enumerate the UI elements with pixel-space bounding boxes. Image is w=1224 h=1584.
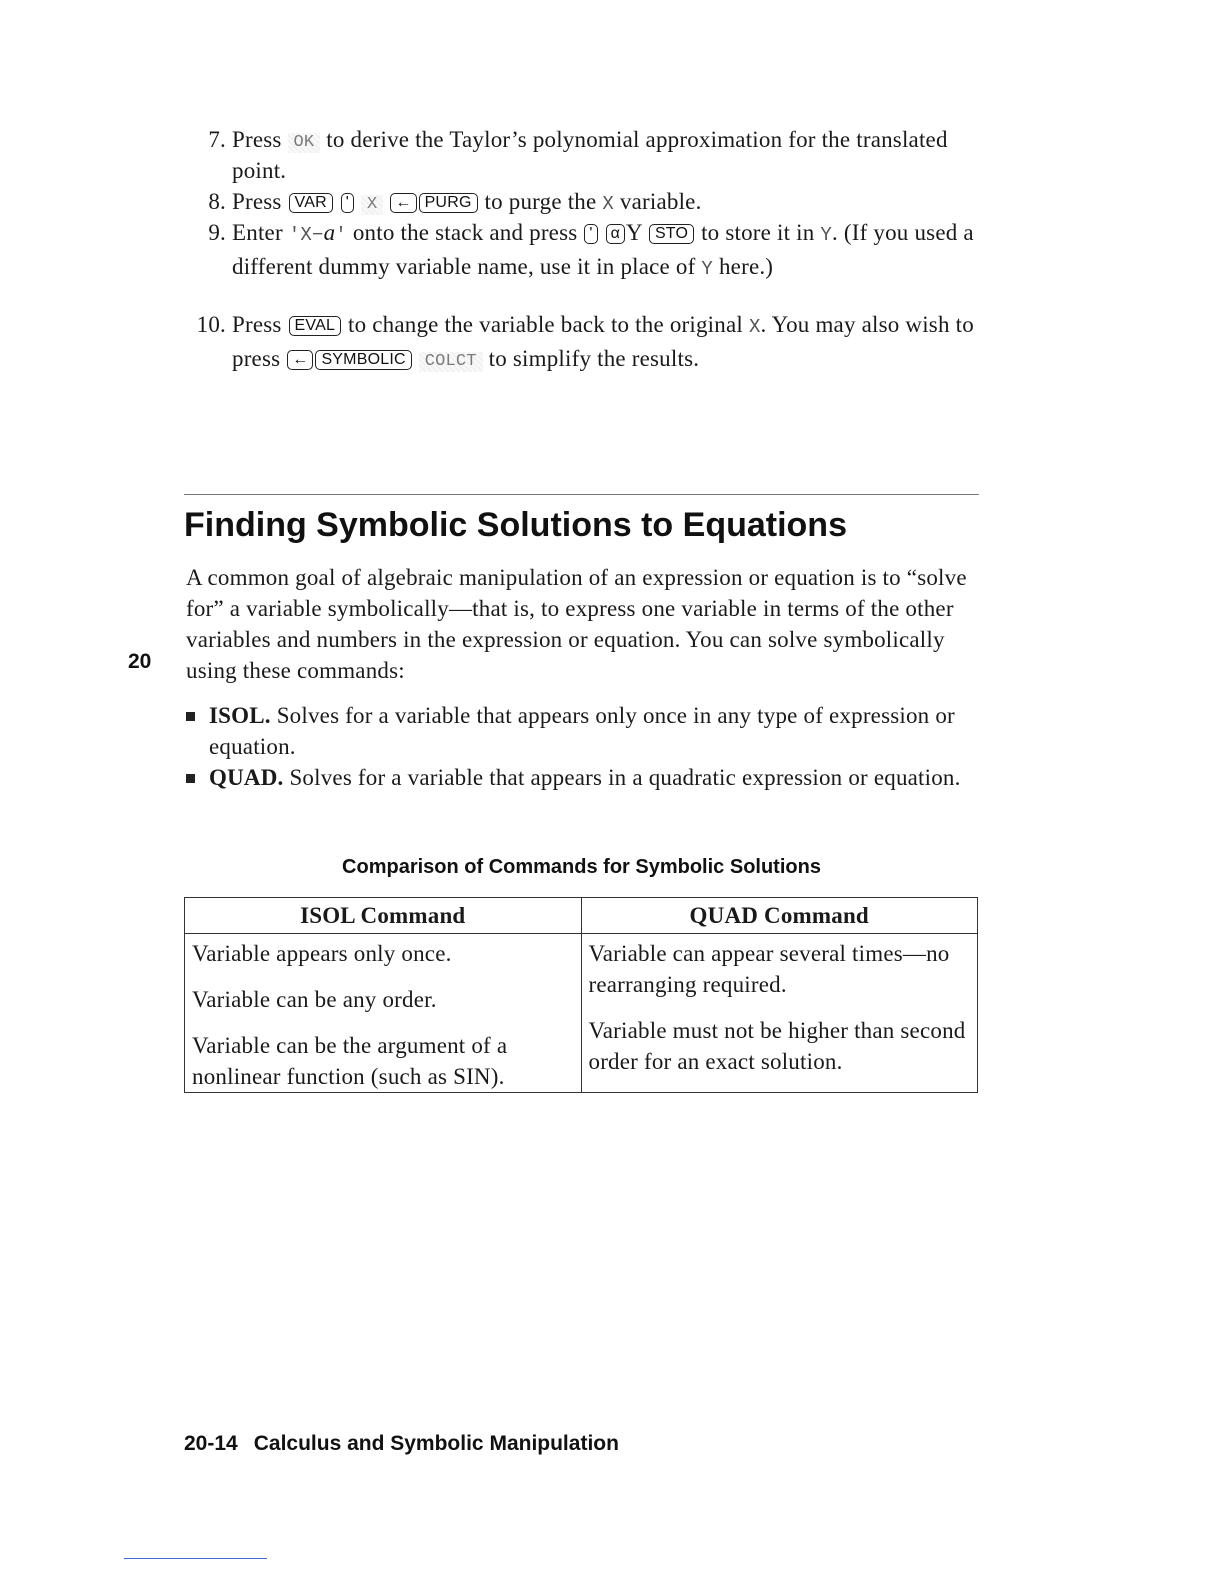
variable-y: Y — [701, 258, 714, 280]
section-heading: Finding Symbolic Solutions to Equations — [184, 506, 847, 544]
cell-text: Variable can be any order. — [192, 987, 437, 1012]
table-row — [185, 934, 978, 1093]
variable-x: X — [748, 316, 761, 338]
step-number: 8. — [208, 189, 226, 214]
chapter-title: Calculus and Symbolic Manipulation — [253, 1432, 619, 1455]
symbolic-key: SYMBOLIC — [315, 350, 411, 370]
eval-key: EVAL — [289, 316, 342, 336]
column-header-quad: QUAD Command — [581, 898, 978, 934]
page-footer — [184, 1432, 619, 1456]
command-list — [186, 700, 986, 793]
var-key: VAR — [289, 193, 333, 213]
bullet-icon — [186, 712, 195, 721]
list-item: QUAD. Solves for a variable that appears in a quadratic expression or equation. — [186, 762, 986, 793]
purg-key: PURG — [419, 193, 478, 213]
step-text: Enter 'X−a' onto the stack and press ' α Y STO to store it in Y. (If you used a different dummy variable name, use it in place of Y here.) — [232, 220, 974, 280]
sto-key: STO — [649, 224, 694, 244]
step-number: 9. — [208, 220, 226, 245]
chapter-tab-marker: 20 — [128, 650, 152, 673]
tick-key: ' — [341, 193, 354, 213]
alpha-key: α — [606, 224, 625, 244]
cell-text: Variable can be the argument of a nonlinear function (such as SIN). — [192, 1033, 508, 1089]
page-number: 20-14 — [184, 1432, 238, 1455]
intro-paragraph: A common goal of algebraic manipulation of an expression or equation is to “solve for” a variable symbolically—that is, to express one variable in terms of the other variables and numbers in the expression or equation. You can solve symbolically using these commands: — [186, 565, 967, 683]
list-item: ISOL. Solves for a variable that appears only once in any type of expression or equation. — [186, 700, 986, 762]
colct-menu-key: COLCT — [419, 352, 483, 372]
bullet-icon — [186, 774, 195, 783]
cell-text: Variable appears only once. — [192, 941, 452, 966]
step-text: Press OK to derive the Taylor’s polynomial approximation for the translated point. — [232, 127, 948, 183]
variable-y: Y — [820, 224, 832, 246]
section-divider — [184, 494, 979, 495]
cell-text: Variable must not be higher than second order for an exact solution. — [588, 1018, 966, 1074]
tick-key: ' — [584, 224, 597, 244]
table-caption: Comparison of Commands for Symbolic Solutions — [342, 856, 821, 878]
expression-x-minus-a: 'X−a' — [288, 220, 347, 246]
table-header-row — [185, 898, 978, 934]
quad-cell — [581, 934, 978, 1093]
left-shift-key: ← — [390, 193, 416, 213]
left-shift-key: ← — [287, 350, 313, 370]
step-number: 10. — [196, 312, 226, 337]
isol-cell — [185, 934, 582, 1093]
step-text: Press EVAL to change the variable back to the original X. You may also wish to press ← SYMBOLIC COLCT to simplify the results. — [232, 312, 974, 371]
x-menu-key: X — [361, 195, 383, 215]
step-text: Press VAR ' X ← PURG to purge the X variable. — [232, 189, 702, 215]
ok-menu-key: OK — [288, 133, 321, 153]
variable-x: X — [602, 193, 614, 215]
bottom-line — [124, 1558, 267, 1559]
comparison-table — [184, 897, 978, 1093]
cell-text: Variable can appear several times—no rearranging required. — [588, 941, 950, 997]
step-number: 7. — [208, 127, 226, 152]
column-header-isol: ISOL Command — [185, 898, 582, 934]
